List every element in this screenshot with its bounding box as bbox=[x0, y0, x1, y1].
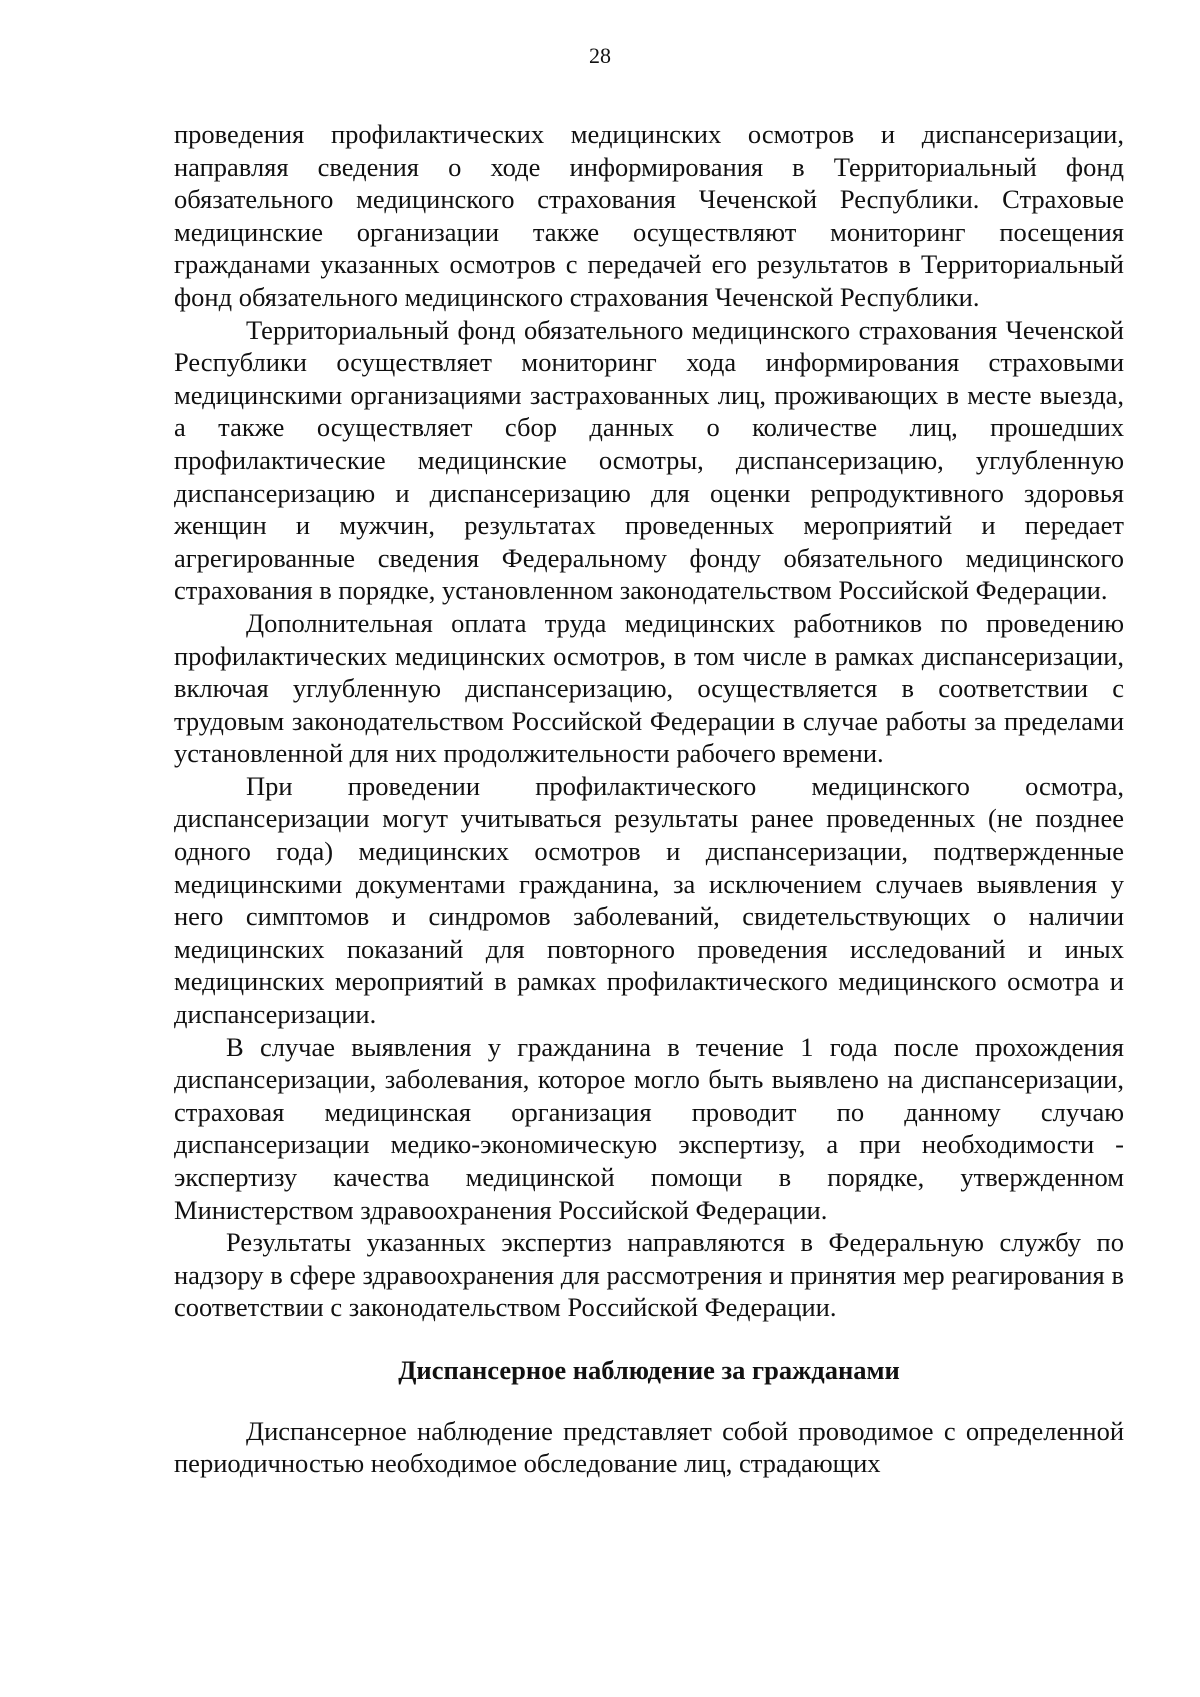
paragraph-tfoms-monitoring: Территориальный фонд обязательного медицинского страхования Чеченской Республики осуществляет мониторинг хода информирования страховыми медицинскими организациями застрахованных лиц, проживающих в месте выезда, а также осуществляет сбор данных о количестве лиц, прошедших профилактические медицинские осмотры, диспансеризацию, углубленную диспансеризацию и диспансеризацию для оценки репродуктивного здоровья женщин и мужчин, результатах проведенных мероприятий и передает агрегированные сведения Федеральному фонду обязательного медицинского страхования в порядке, установленном законодательством Российской Федерации. bbox=[174, 314, 1124, 606]
paragraph-expertise-results: Результаты указанных экспертиз направляются в Федеральную службу по надзору в сфере здравоохранения для рассмотрения и принятия мер реагирования в соответствии с законодательством Российской Федерации. bbox=[174, 1227, 1124, 1323]
paragraph-previous-results: При проведении профилактического медицинского осмотра, диспансеризации могут учитываться результаты ранее проведенных (не позднее одного года) медицинских осмотров и диспансеризации, подтвержденные медицинскими документами гражданина, за исключением случаев выявления у него симптомов и синдромов заболеваний, свидетельствующих о наличии медицинских показаний для повторного проведения исследований и иных медицинских мероприятий в рамках профилактического медицинского осмотра и диспансеризации. bbox=[174, 770, 1124, 1030]
section-heading: Диспансерное наблюдение за гражданами bbox=[398, 1354, 900, 1385]
page-number: 28 bbox=[589, 43, 611, 68]
paragraph-expertise: В случае выявления у гражданина в течение 1 года после прохождения диспансеризации, заболевания, которое могло быть выявлено на диспансеризации, страховая медицинская организация проводит по данному случаю диспансеризации медико-экономическую экспертизу, а при необходимости - экспертизу качества медицинской помощи в порядке, утвержденном Министерством здравоохранения Российской Федерации. bbox=[174, 1031, 1124, 1225]
paragraph-additional-pay: Дополнительная оплата труда медицинских работников по проведению профилактических медицинских осмотров, в том числе в рамках диспансеризации, включая углубленную диспансеризацию, осуществляется в соответствии с трудовым законодательством Российской Федерации в случае работы за пределами установленной для них продолжительности рабочего времени. bbox=[174, 607, 1124, 769]
paragraph-continuation: проведения профилактических медицинских осмотров и диспансеризации, направляя сведения о ходе информирования в Территориальный фонд обязательного медицинского страхования Чеченской Республики. Страховые медицинские организации также осуществляют мониторинг посещения гражданами указанных осмотров с передачей его результатов в Территориальный фонд обязательного медицинского страхования Чеченской Республики. bbox=[174, 119, 1124, 312]
paragraph-dispensary-observation: Диспансерное наблюдение представляет собой проводимое с определенной периодичностью необходимое обследование лиц, страдающих bbox=[174, 1415, 1124, 1479]
document-body bbox=[174, 118, 1124, 1480]
